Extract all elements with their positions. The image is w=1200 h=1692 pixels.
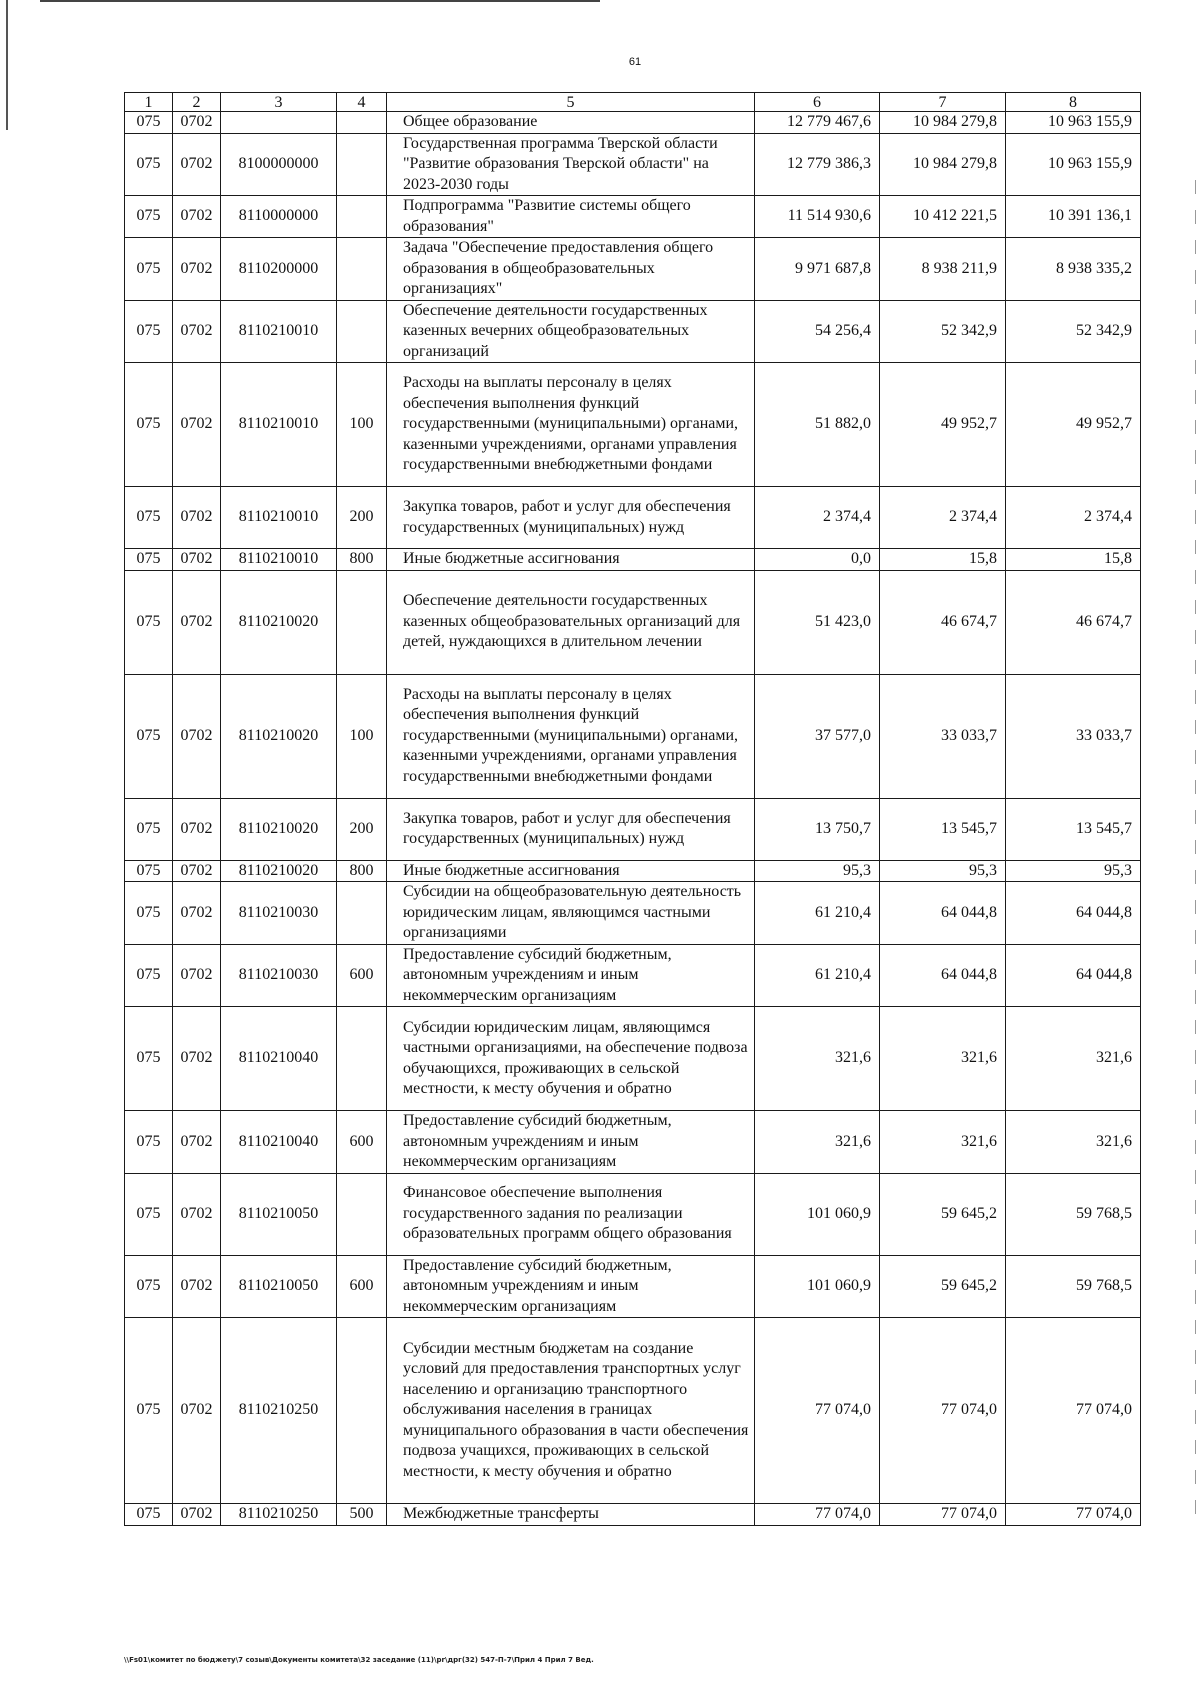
cell-amount-col6: 321,6 <box>755 1007 880 1111</box>
cell-amount-col6: 11 514 930,6 <box>755 196 880 238</box>
cell-amount-col6: 12 779 386,3 <box>755 133 880 196</box>
cell-admin-code: 075 <box>125 944 173 1007</box>
cell-section-code: 0702 <box>173 1255 221 1318</box>
cell-admin-code: 075 <box>125 1504 173 1526</box>
cell-description: Подпрограмма "Развитие системы общего образования" <box>387 196 755 238</box>
cell-target-article: 8110000000 <box>221 196 337 238</box>
table-row <box>125 196 1141 238</box>
cell-amount-col8: 321,6 <box>1006 1007 1141 1111</box>
table-row <box>125 549 1141 571</box>
cell-amount-col7: 8 938 211,9 <box>880 238 1006 301</box>
cell-amount-col6: 51 423,0 <box>755 570 880 674</box>
cell-amount-col7: 59 645,2 <box>880 1173 1006 1255</box>
cell-target-article <box>221 112 337 134</box>
header-row <box>125 93 1141 112</box>
cell-admin-code: 075 <box>125 674 173 798</box>
cell-amount-col6: 2 374,4 <box>755 487 880 549</box>
cell-amount-col6: 12 779 467,6 <box>755 112 880 134</box>
cell-amount-col6: 61 210,4 <box>755 882 880 945</box>
cell-amount-col8: 77 074,0 <box>1006 1318 1141 1504</box>
cell-amount-col8: 49 952,7 <box>1006 363 1141 487</box>
cell-section-code: 0702 <box>173 798 221 860</box>
table-row <box>125 882 1141 945</box>
cell-description: Субсидии местным бюджетам на создание условий для предоставления транспортных услуг населению и организацию транспортного обслуживания населения в границах муниципального образования в части обеспечения подвоза учащихся, проживающих в сельской местности, к месту обучения и обратно <box>387 1318 755 1504</box>
cell-section-code: 0702 <box>173 363 221 487</box>
cell-target-article: 8110200000 <box>221 238 337 301</box>
cell-admin-code: 075 <box>125 363 173 487</box>
file-path-footer: \\Fs01\комитет по бюджету\7 созыв\Документы комитета\32 заседание (11)\pr\дрг(32) 547-П-7\Прил 4 Прил 7 Вед. <box>124 1656 594 1664</box>
cell-expense-type <box>337 300 387 363</box>
cell-amount-col8: 10 963 155,9 <box>1006 133 1141 196</box>
cell-amount-col7: 10 412 221,5 <box>880 196 1006 238</box>
column-header: 2 <box>173 93 221 112</box>
cell-amount-col8: 64 044,8 <box>1006 882 1141 945</box>
cell-target-article: 8110210250 <box>221 1318 337 1504</box>
cell-amount-col7: 15,8 <box>880 549 1006 571</box>
cell-expense-type: 600 <box>337 944 387 1007</box>
cell-amount-col7: 95,3 <box>880 860 1006 882</box>
cell-target-article: 8110210040 <box>221 1007 337 1111</box>
cell-amount-col8: 59 768,5 <box>1006 1173 1141 1255</box>
cell-amount-col6: 37 577,0 <box>755 674 880 798</box>
table-row <box>125 1318 1141 1504</box>
table-row <box>125 1007 1141 1111</box>
cell-expense-type: 800 <box>337 549 387 571</box>
cell-amount-col8: 52 342,9 <box>1006 300 1141 363</box>
cell-description: Предоставление субсидий бюджетным, автономным учреждениям и иным некоммерческим организациям <box>387 1255 755 1318</box>
cell-target-article: 8110210050 <box>221 1255 337 1318</box>
column-header: 8 <box>1006 93 1141 112</box>
cell-section-code: 0702 <box>173 196 221 238</box>
cell-amount-col6: 101 060,9 <box>755 1173 880 1255</box>
cell-amount-col6: 77 074,0 <box>755 1318 880 1504</box>
cell-expense-type: 600 <box>337 1255 387 1318</box>
cell-amount-col8: 46 674,7 <box>1006 570 1141 674</box>
cell-expense-type <box>337 112 387 134</box>
cell-admin-code: 075 <box>125 196 173 238</box>
column-header: 1 <box>125 93 173 112</box>
cell-section-code: 0702 <box>173 944 221 1007</box>
cell-amount-col8: 13 545,7 <box>1006 798 1141 860</box>
cell-amount-col6: 101 060,9 <box>755 1255 880 1318</box>
cell-section-code: 0702 <box>173 1318 221 1504</box>
cell-amount-col7: 321,6 <box>880 1007 1006 1111</box>
cell-target-article: 8110210030 <box>221 944 337 1007</box>
cell-target-article: 8100000000 <box>221 133 337 196</box>
cell-admin-code: 075 <box>125 1255 173 1318</box>
table-row <box>125 570 1141 674</box>
cell-amount-col8: 59 768,5 <box>1006 1255 1141 1318</box>
cell-expense-type: 200 <box>337 798 387 860</box>
cell-amount-col7: 59 645,2 <box>880 1255 1006 1318</box>
cell-target-article: 8110210250 <box>221 1504 337 1526</box>
table-row <box>125 1173 1141 1255</box>
cell-admin-code: 075 <box>125 487 173 549</box>
cell-amount-col7: 10 984 279,8 <box>880 133 1006 196</box>
column-header: 5 <box>387 93 755 112</box>
cell-admin-code: 075 <box>125 238 173 301</box>
cell-amount-col7: 64 044,8 <box>880 944 1006 1007</box>
cell-target-article: 8110210040 <box>221 1111 337 1174</box>
scan-edge-right <box>1195 180 1196 1530</box>
cell-amount-col7: 49 952,7 <box>880 363 1006 487</box>
cell-section-code: 0702 <box>173 133 221 196</box>
cell-section-code: 0702 <box>173 860 221 882</box>
cell-amount-col8: 77 074,0 <box>1006 1504 1141 1526</box>
cell-section-code: 0702 <box>173 1504 221 1526</box>
table-row <box>125 944 1141 1007</box>
cell-expense-type <box>337 570 387 674</box>
cell-expense-type: 800 <box>337 860 387 882</box>
cell-amount-col6: 54 256,4 <box>755 300 880 363</box>
table-row <box>125 1255 1141 1318</box>
cell-amount-col7: 77 074,0 <box>880 1318 1006 1504</box>
cell-amount-col7: 64 044,8 <box>880 882 1006 945</box>
cell-description: Иные бюджетные ассигнования <box>387 549 755 571</box>
cell-amount-col7: 321,6 <box>880 1111 1006 1174</box>
cell-target-article: 8110210020 <box>221 860 337 882</box>
cell-description: Финансовое обеспечение выполнения государственного задания по реализации образовательных программ общего образования <box>387 1173 755 1255</box>
cell-expense-type: 600 <box>337 1111 387 1174</box>
cell-admin-code: 075 <box>125 860 173 882</box>
cell-section-code: 0702 <box>173 570 221 674</box>
cell-section-code: 0702 <box>173 112 221 134</box>
cell-amount-col6: 321,6 <box>755 1111 880 1174</box>
cell-amount-col8: 95,3 <box>1006 860 1141 882</box>
cell-amount-col6: 9 971 687,8 <box>755 238 880 301</box>
cell-amount-col8: 15,8 <box>1006 549 1141 571</box>
cell-target-article: 8110210010 <box>221 363 337 487</box>
cell-description: Расходы на выплаты персоналу в целях обеспечения выполнения функций государственными (муниципальными) органами, казенными учреждениями, органами управления государственными внебюджетными фондами <box>387 674 755 798</box>
table-row <box>125 798 1141 860</box>
cell-admin-code: 075 <box>125 1173 173 1255</box>
cell-amount-col6: 61 210,4 <box>755 944 880 1007</box>
cell-amount-col7: 33 033,7 <box>880 674 1006 798</box>
cell-description: Иные бюджетные ассигнования <box>387 860 755 882</box>
cell-amount-col7: 77 074,0 <box>880 1504 1006 1526</box>
cell-expense-type <box>337 1173 387 1255</box>
cell-admin-code: 075 <box>125 549 173 571</box>
table-row <box>125 363 1141 487</box>
cell-amount-col6: 77 074,0 <box>755 1504 880 1526</box>
cell-expense-type <box>337 1007 387 1111</box>
table-row <box>125 860 1141 882</box>
column-header: 6 <box>755 93 880 112</box>
cell-expense-type: 100 <box>337 363 387 487</box>
table-row <box>125 133 1141 196</box>
cell-admin-code: 075 <box>125 1111 173 1174</box>
cell-description: Закупка товаров, работ и услуг для обеспечения государственных (муниципальных) нужд <box>387 487 755 549</box>
cell-target-article: 8110210020 <box>221 798 337 860</box>
column-header: 3 <box>221 93 337 112</box>
scan-edge-top <box>40 0 600 2</box>
cell-description: Обеспечение деятельности государственных казенных вечерних общеобразовательных организаций <box>387 300 755 363</box>
cell-amount-col6: 51 882,0 <box>755 363 880 487</box>
cell-target-article: 8110210020 <box>221 674 337 798</box>
cell-amount-col6: 0,0 <box>755 549 880 571</box>
cell-section-code: 0702 <box>173 238 221 301</box>
cell-expense-type <box>337 196 387 238</box>
cell-admin-code: 075 <box>125 112 173 134</box>
cell-target-article: 8110210010 <box>221 549 337 571</box>
cell-amount-col7: 52 342,9 <box>880 300 1006 363</box>
cell-section-code: 0702 <box>173 549 221 571</box>
cell-admin-code: 075 <box>125 882 173 945</box>
table-row <box>125 1111 1141 1174</box>
cell-description: Субсидии на общеобразовательную деятельность юридическим лицам, являющимся частными организациями <box>387 882 755 945</box>
cell-admin-code: 075 <box>125 798 173 860</box>
cell-admin-code: 075 <box>125 1318 173 1504</box>
cell-description: Предоставление субсидий бюджетным, автономным учреждениям и иным некоммерческим организациям <box>387 1111 755 1174</box>
table-row <box>125 674 1141 798</box>
cell-expense-type: 200 <box>337 487 387 549</box>
cell-admin-code: 075 <box>125 133 173 196</box>
table-row <box>125 487 1141 549</box>
cell-expense-type <box>337 1318 387 1504</box>
column-header: 4 <box>337 93 387 112</box>
cell-admin-code: 075 <box>125 570 173 674</box>
cell-description: Межбюджетные трансферты <box>387 1504 755 1526</box>
cell-section-code: 0702 <box>173 882 221 945</box>
cell-amount-col7: 10 984 279,8 <box>880 112 1006 134</box>
cell-amount-col7: 13 545,7 <box>880 798 1006 860</box>
table-row <box>125 1504 1141 1526</box>
cell-amount-col7: 2 374,4 <box>880 487 1006 549</box>
cell-description: Государственная программа Тверской области "Развитие образования Тверской области" на 2023-2030 годы <box>387 133 755 196</box>
cell-expense-type: 100 <box>337 674 387 798</box>
cell-expense-type <box>337 882 387 945</box>
page-number: 61 <box>628 56 642 68</box>
cell-amount-col8: 10 391 136,1 <box>1006 196 1141 238</box>
table-row <box>125 112 1141 134</box>
cell-expense-type <box>337 133 387 196</box>
cell-amount-col8: 8 938 335,2 <box>1006 238 1141 301</box>
cell-amount-col6: 13 750,7 <box>755 798 880 860</box>
cell-amount-col7: 46 674,7 <box>880 570 1006 674</box>
cell-description: Общее образование <box>387 112 755 134</box>
cell-description: Задача "Обеспечение предоставления общего образования в общеобразовательных организациях" <box>387 238 755 301</box>
cell-description: Субсидии юридическим лицам, являющимся частными организациями, на обеспечение подвоза обучающихся, проживающих в сельской местности, к месту обучения и обратно <box>387 1007 755 1111</box>
cell-target-article: 8110210050 <box>221 1173 337 1255</box>
budget-table <box>124 92 1141 1526</box>
cell-amount-col8: 33 033,7 <box>1006 674 1141 798</box>
cell-section-code: 0702 <box>173 487 221 549</box>
cell-amount-col6: 95,3 <box>755 860 880 882</box>
cell-description: Закупка товаров, работ и услуг для обеспечения государственных (муниципальных) нужд <box>387 798 755 860</box>
cell-amount-col8: 64 044,8 <box>1006 944 1141 1007</box>
column-header: 7 <box>880 93 1006 112</box>
cell-admin-code: 075 <box>125 300 173 363</box>
cell-section-code: 0702 <box>173 674 221 798</box>
table-row <box>125 300 1141 363</box>
cell-target-article: 8110210010 <box>221 487 337 549</box>
table-body <box>125 112 1141 1526</box>
cell-section-code: 0702 <box>173 1007 221 1111</box>
cell-section-code: 0702 <box>173 300 221 363</box>
cell-section-code: 0702 <box>173 1173 221 1255</box>
cell-description: Расходы на выплаты персоналу в целях обеспечения выполнения функций государственными (муниципальными) органами, казенными учреждениями, органами управления государственными внебюджетными фондами <box>387 363 755 487</box>
cell-target-article: 8110210020 <box>221 570 337 674</box>
cell-amount-col8: 2 374,4 <box>1006 487 1141 549</box>
cell-amount-col8: 10 963 155,9 <box>1006 112 1141 134</box>
cell-section-code: 0702 <box>173 1111 221 1174</box>
cell-admin-code: 075 <box>125 1007 173 1111</box>
cell-target-article: 8110210010 <box>221 300 337 363</box>
cell-expense-type <box>337 238 387 301</box>
cell-description: Предоставление субсидий бюджетным, автономным учреждениям и иным некоммерческим организациям <box>387 944 755 1007</box>
table-row <box>125 238 1141 301</box>
cell-description: Обеспечение деятельности государственных казенных общеобразовательных организаций для детей, нуждающихся в длительном лечении <box>387 570 755 674</box>
cell-expense-type: 500 <box>337 1504 387 1526</box>
cell-target-article: 8110210030 <box>221 882 337 945</box>
cell-amount-col8: 321,6 <box>1006 1111 1141 1174</box>
